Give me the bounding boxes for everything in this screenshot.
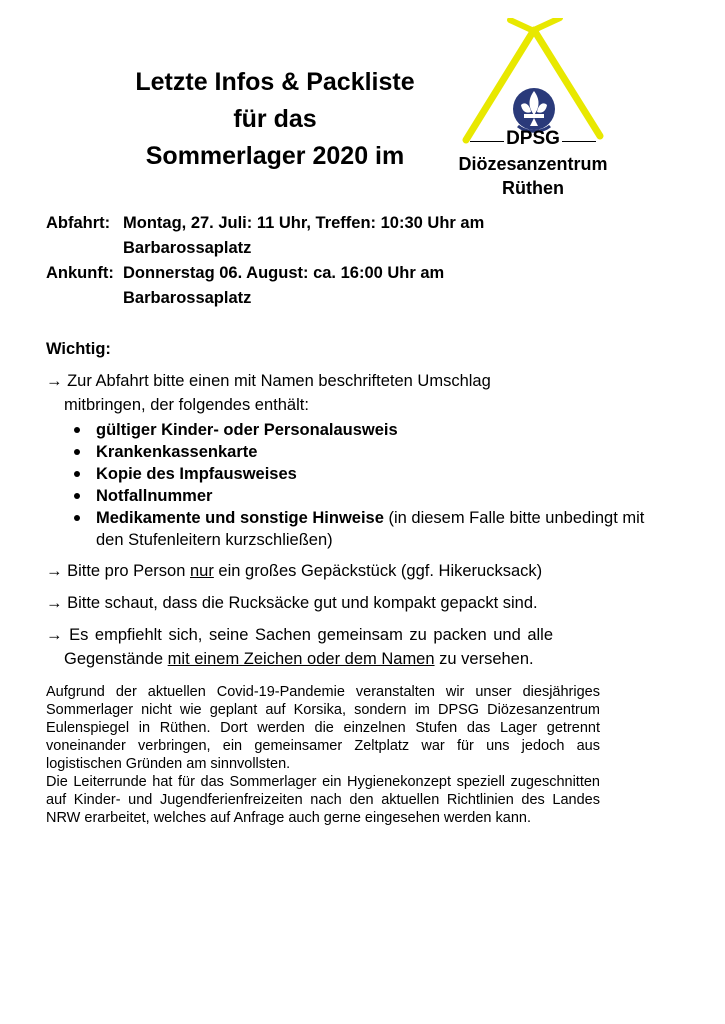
important-heading: Wichtig:: [46, 340, 111, 358]
arrival-value: Donnerstag 06. August: ca. 16:00 Uhr am Barbarossaplatz: [123, 264, 445, 307]
arrival-label: Ankunft:: [46, 264, 114, 282]
envelope-intro-line-1: → Zur Abfahrt bitte einen mit Namen beschrifteten Umschlag: [46, 372, 491, 390]
packing-note: → Bitte schaut, dass die Rucksäcke gut und kompakt gepackt sind.: [46, 594, 538, 612]
list-item-text: Kopie des Impfausweises: [96, 465, 297, 483]
list-item: [96, 507, 646, 551]
departure-row: [46, 211, 543, 261]
envelope-intro: [46, 369, 646, 417]
logo-line-right: [562, 141, 596, 142]
labeling-text-b: Gegenstände: [64, 650, 168, 668]
labeling-line-1: → Es empfiehlt sich, seine Sachen gemeinsam zu packen und alle: [46, 626, 554, 644]
list-item: [96, 419, 646, 441]
luggage-text-a: → Bitte pro Person: [46, 562, 190, 580]
envelope-contents-list: [46, 419, 646, 551]
list-item: [96, 485, 646, 507]
dpsg-logo: [448, 18, 618, 203]
list-item: [96, 441, 646, 463]
title-line-1: Letzte Infos & Packliste: [135, 68, 415, 96]
page-title: [95, 64, 455, 175]
list-item-text: gültiger Kinder- oder Personalausweis: [96, 421, 398, 439]
labeling-line-2: [46, 647, 646, 671]
info-paragraphs: [46, 683, 600, 827]
title-line-3: Sommerlager 2020 im: [145, 142, 405, 170]
departure-value: Montag, 27. Juli: 11 Uhr, Treffen: 10:30 Uhr am Barbarossaplatz: [123, 214, 485, 257]
travel-info: [46, 211, 543, 311]
important-section: [46, 337, 646, 671]
list-item-note: (in diesem Falle bitte unbedingt mit den Stufenleitern kurzschließen): [96, 509, 645, 549]
luggage-text-b: ein großes Gepäckstück (ggf. Hikerucksack): [213, 562, 543, 580]
list-item-text: Medikamente und sonstige Hinweise: [96, 509, 384, 527]
envelope-intro-line-2: mitbringen, der folgendes enthält:: [64, 396, 309, 414]
title-line-2: für das: [233, 105, 317, 133]
departure-label: Abfahrt:: [46, 214, 111, 232]
paragraph-covid: Aufgrund der aktuellen Covid-19-Pandemie veranstalten wir unser diesjähriges Sommerlager nicht wie geplant auf Korsika, sondern im DPSG Diözesanzentrum Eulenspiegel in Rüthen. Dort werden die einzelnen Stufen das Lager getrennt voneinander verbringen, ein gemeinsamer Zeltplatz war für uns jedoch aus logistischen Gründen am sinnvollsten.: [46, 684, 600, 772]
luggage-text-underlined: nur: [189, 562, 214, 580]
luggage-note: [46, 559, 646, 583]
logo-dioezesanzentrum: Diözesanzentrum: [458, 154, 608, 174]
labeling-text-c: zu versehen.: [434, 650, 534, 668]
logo-dpsg: DPSG: [506, 128, 560, 149]
labeling-text-underlined: mit einem Zeichen oder dem Namen: [167, 650, 435, 668]
logo-ruethen: Rüthen: [502, 178, 564, 198]
arrival-row: [46, 261, 543, 311]
list-item-text: Notfallnummer: [96, 487, 213, 505]
labeling-note: [46, 623, 646, 671]
paragraph-hygiene: Die Leiterrunde hat für das Sommerlager ein Hygienekonzept speziell zugeschnitten auf Kinder- und Jugendferienfreizeiten nach den aktuellen Richtlinien des Landes NRW erarbeitet, welches auf Anfrage auch gerne eingesehen werden kann.: [46, 774, 600, 826]
list-item: [96, 463, 646, 485]
list-item-text: Krankenkassenkarte: [96, 443, 258, 461]
